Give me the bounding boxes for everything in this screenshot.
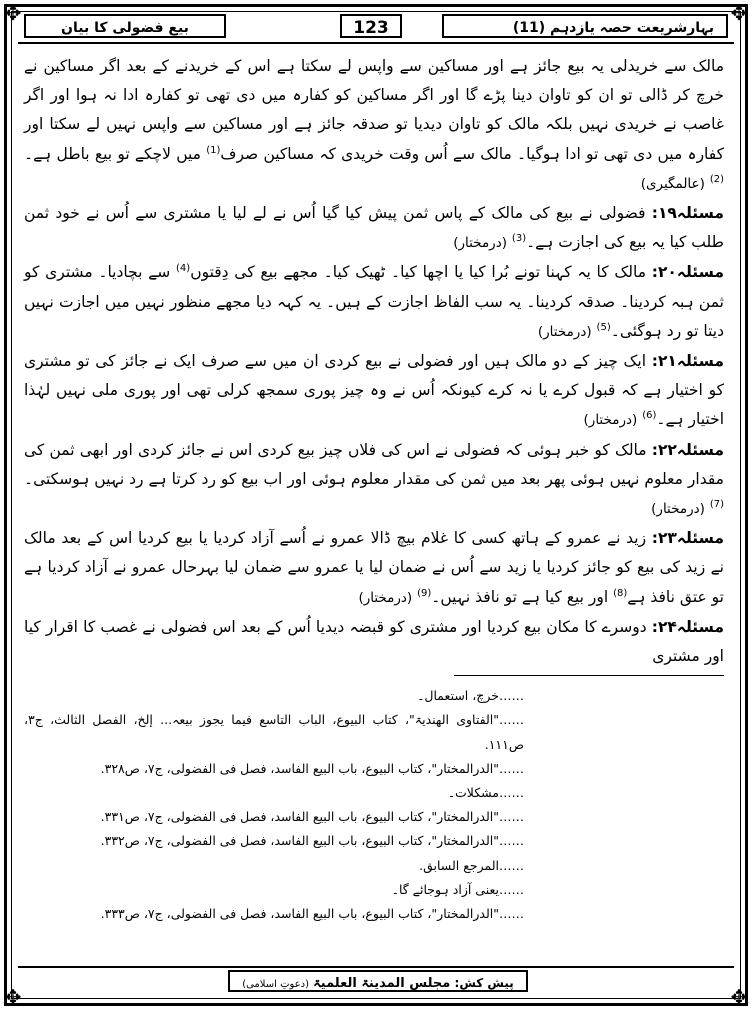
footnote: ……"الفتاوی الھندیۃ"، کتاب البیوع، الباب التاسع فیما یجوز بیعہ... إلخ، الفصل الثالث، ج۳، ص۱۱۱. [24, 712, 524, 752]
masala-label: مسئلہ۲۴: [651, 617, 724, 636]
chapter-title: بیع فضولی کا بیان [24, 14, 226, 38]
publisher-name: مجلس المدینۃ العلمیۃ [313, 976, 451, 991]
citation: (درمختار) [453, 235, 507, 252]
citation: (درمختار) [537, 323, 592, 340]
footnote: ……مشکلات۔ [447, 785, 524, 801]
masala-label: مسئلہ۲۲: [651, 440, 724, 459]
corner-ornament-icon: ✥ [4, 1, 22, 25]
page-footer: پیش کش: مجلس المدینۃ العلمیۃ (دعوتِ اسلامی) [228, 970, 528, 992]
masala-23: مسئلہ۲۳: زید نے عمرو کے ہاتھ کسی کا غلام بیچ ڈالا عمرو نے اُسے آزاد کردیا یا بیع کردیا اس کے بعد مالک نے زید کی بیع کو جائز کردیا یا زید سے اُس نے ضمان لیا یا عمرو سے ضمان لیا بہرحال عمرو نے آزاد کردیا ہے تو عتق نافذ ہے$^{(8)}$ اور بیع کیا ہے تو نافذ نہیں۔$^{(9)}$ (درمختار) [24, 529, 724, 606]
footnote-ref: (3) [511, 233, 527, 245]
masala-21: مسئلہ۲۱: ایک چیز کے دو مالک ہیں اور فضولی نے بیع کردی ان میں سے صرف ایک نے جائز کی تو مشتری کو اختیار ہے کہ قبول کرے یا نہ کرے کیونکہ اُس نے وہ چیز پوری سمجھ کرلی تھی اور پوری ملی نہیں لہٰذا اختیار ہے۔$^{(6)}$ (درمختار) [24, 352, 724, 429]
footnote: ……"الدرالمختار"، کتاب البیوع، باب البیع الفاسد، فصل فی الفضولی، ج۷، ص۳۳۲. [100, 833, 524, 849]
citation: (عالمگیری) [640, 175, 705, 192]
footnote-ref: (8) [613, 587, 628, 599]
footnote: ……خرچ، استعمال۔ [417, 688, 524, 704]
corner-ornament-icon: ✥ [4, 985, 22, 1009]
book-title: بہارِشریعت حصہ یازدہم (11) [442, 14, 728, 38]
footnote: ……"الدرالمختار"، کتاب البیوع، باب البیع الفاسد، فصل فی الفضولی، ج۷، ص۳۲۸. [100, 760, 524, 776]
footnote-ref: (1) [206, 144, 221, 156]
footnote: ……"الدرالمختار"، کتاب البیوع، باب البیع الفاسد، فصل فی الفضولی، ج۷، ص۳۳۳. [100, 906, 524, 922]
footnote: ……یعنی آزاد ہوجائے گا۔ [391, 881, 524, 897]
footnote-ref: (9) [417, 587, 432, 599]
footnote-ref: (5) [596, 321, 611, 333]
masala-label: مسئلہ۱۹: [651, 204, 724, 223]
masala-24: مسئلہ۲۴: دوسرے کا مکان بیع کردیا اور مشتری کو قبضہ دیدیا اُس کے بعد اس فضولی نے غصب کا اقرار کیا اور مشتری [24, 617, 724, 666]
masala-label: مسئلہ۲۱: [651, 352, 724, 371]
masala-22: مسئلہ۲۲: مالک کو خبر ہوئی کہ فضولی نے اس کی فلاں چیز بیع کردی اس نے جائز کردی اور ابھی ثمن کی مقدار معلوم نہیں ہوئی پھر بعد میں ثمن کی مقدار معلوم ہوئی اور اب بیع کو رد کرتا ہے رد نہیں ہوسکتی۔$^{(7)}$ (درمختار) [24, 440, 724, 518]
footnote: ……"الدرالمختار"، کتاب البیوع، باب البیع الفاسد، فصل فی الفضولی، ج۷، ص۳۳۱. [100, 809, 524, 825]
masala-20: مسئلہ۲۰: مالک کا یہ کہنا تونے بُرا کیا یا اچھا کیا۔ ٹھیک کیا۔ مجھے بیع کی دِقتوں$^{(4)}$ سے بچادیا۔ مشتری کو ثمن ہبہ کردینا۔ صدقہ کردینا۔ یہ سب الفاظ اجازت کے ہیں۔ یہ کہہ دیا مجھے منظور نہیں میں اجازت نہیں دیتا تو رد ہوگئی۔$^{(5)}$ (درمختار) [24, 263, 724, 340]
citation: (درمختار) [358, 589, 413, 606]
page [18, 14, 734, 996]
citation: (درمختار) [583, 412, 638, 429]
footnotes [24, 684, 724, 926]
footer-rule [18, 966, 734, 968]
footnote-separator [454, 675, 724, 676]
citation: (درمختار) [651, 501, 705, 518]
footnote-ref: (6) [642, 410, 657, 422]
masala-label: مسئلہ۲۰: [651, 263, 724, 282]
footnote-ref: (2) [709, 173, 724, 185]
footnote-ref: (7) [709, 498, 724, 510]
corner-ornament-icon: ✥ [730, 1, 748, 25]
paragraph: مالک سے خریدلی یہ بیع جائز ہے اور مساکین سے واپس لے سکتا ہے اس کے خریدنے کے بعد اگر مساکین نے خرچ کر ڈالی تو ان کو تاوان دینا پڑے گا اور اگر مساکین کو کفارہ میں دی تھی تو کفارہ ادا نہ ہوا اور اگر غاصب نے خریدی نہیں بلکہ مالک کو تاوان دیدیا تو صدقہ جائز ہے اور مساکین سے واپس نہیں لے سکتا اور کفارہ میں دی تھی تو ادا ہوگیا۔ مالک سے اُس وقت خریدی کہ مساکین صرف$^{(1)}$ میں لاچکے تو بیع باطل ہے۔$^{(2)}$ (عالمگیری) [24, 57, 724, 192]
corner-ornament-icon: ✥ [730, 985, 748, 1009]
masala-label: مسئلہ۲۳: [651, 529, 724, 548]
footnote-ref: (4) [176, 263, 191, 275]
main-text [18, 52, 734, 926]
footnote: ……المرجع السابق. [419, 857, 524, 873]
page-header [18, 14, 734, 44]
page-number: 123 [340, 14, 402, 38]
masala-19: مسئلہ۱۹: فضولی نے بیع کی مالک کے پاس ثمن پیش کیا گیا اُس نے لے لیا یا مشتری سے اُس نے خود ثمن طلب کیا یہ بیع کی اجازت ہے۔$^{(3)}$ (درمختار) [24, 204, 724, 252]
